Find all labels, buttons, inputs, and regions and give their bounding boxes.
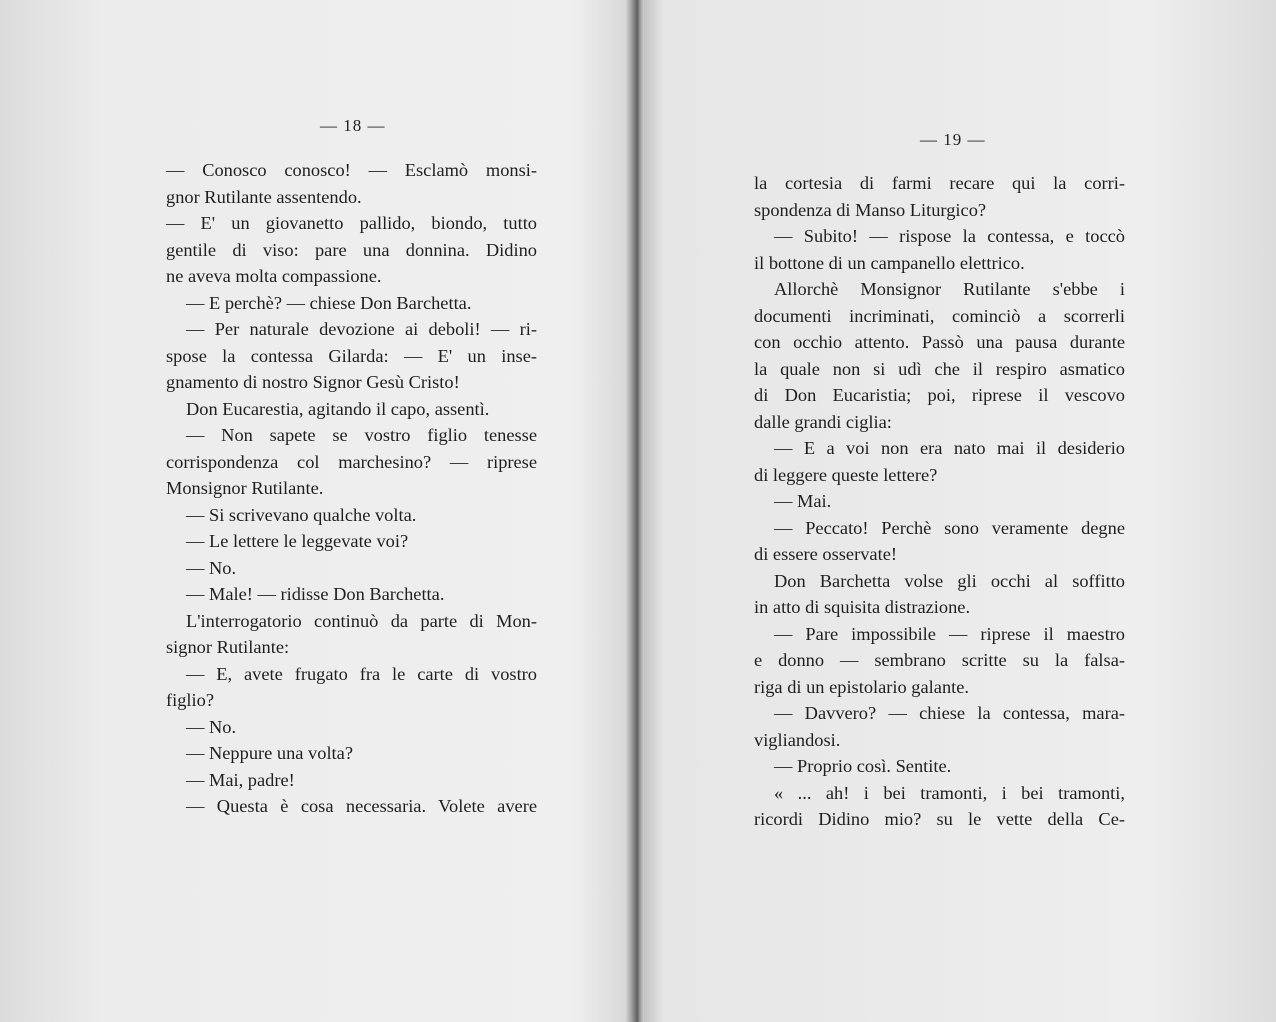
text-line: la quale non si udì che il respiro asmatico bbox=[754, 358, 1125, 379]
page-number: — 19 — bbox=[920, 130, 986, 149]
text-line: Don Barchetta volse gli occhi al soffitto bbox=[774, 570, 1125, 591]
text-line: spondenza di Manso Liturgico? bbox=[754, 199, 987, 220]
text-line: — Male! — ridisse Don Barchetta. bbox=[186, 584, 445, 604]
left-page bbox=[0, 0, 632, 1022]
text-line: il bottone di un campanello elettrico. bbox=[754, 252, 1025, 273]
page-number: — 18 — bbox=[320, 116, 386, 135]
text-line: la cortesia di farmi recare qui la corri- bbox=[754, 173, 1125, 193]
text-line: — E perchè? — chiese Don Barchetta. bbox=[186, 292, 472, 313]
text-line: — E' un giovanetto pallido, biondo, tutto bbox=[166, 213, 537, 233]
text-line: vigliandosi. bbox=[754, 729, 841, 750]
text-line: e donno — sembrano scritte su la falsa- bbox=[754, 650, 1125, 670]
text-line: — Le lettere le leggevate voi? bbox=[186, 531, 409, 551]
right-page bbox=[644, 0, 1276, 1022]
page-text bbox=[166, 157, 537, 820]
text-line: gentile di viso: pare una donnina. Didino bbox=[166, 239, 537, 260]
text-line: — Davvero? — chiese la contessa, mara- bbox=[774, 703, 1125, 723]
text-line: documenti incriminati, cominciò a scorrerli bbox=[754, 305, 1125, 326]
text-line: Don Eucarestia, agitando il capo, assentì. bbox=[186, 398, 490, 419]
text-line: — E, avete frugato fra le carte di vostro bbox=[186, 663, 537, 684]
text-line: Monsignor Rutilante. bbox=[166, 478, 324, 498]
text-line: L'interrogatorio continuò da parte di Mon- bbox=[186, 610, 537, 631]
text-line: — Subito! — rispose la contessa, e toccò bbox=[774, 226, 1125, 246]
book-gutter bbox=[632, 0, 644, 1022]
text-line: riga di un epistolario galante. bbox=[754, 676, 970, 697]
text-line: — Non sapete se vostro figlio tenesse bbox=[186, 425, 537, 445]
text-line: gnor Rutilante assentendo. bbox=[166, 186, 362, 207]
text-line: — Mai, padre! bbox=[186, 769, 295, 790]
text-line: — Proprio così. Sentite. bbox=[774, 756, 952, 776]
text-line: « ... ah! i bei tramonti, i bei tramonti, bbox=[774, 782, 1125, 803]
text-line: in atto di squisita distrazione. bbox=[754, 597, 971, 617]
text-line: — No. bbox=[186, 557, 237, 578]
text-line: figlio? bbox=[166, 690, 215, 710]
text-line: — Neppure una volta? bbox=[186, 743, 353, 763]
text-line: con occhio attento. Passò una pausa durante bbox=[754, 332, 1125, 352]
text-line: di leggere queste lettere? bbox=[754, 464, 938, 485]
text-line: — Pare impossibile — riprese il maestro bbox=[774, 623, 1125, 644]
text-line: — Conosco conosco! — Esclamò monsi- bbox=[166, 160, 537, 180]
text-line: di essere osservate! bbox=[754, 544, 897, 564]
page-text bbox=[754, 170, 1125, 833]
text-line: — No. bbox=[186, 716, 237, 737]
text-line: — Questa è cosa necessaria. Volete avere bbox=[186, 796, 537, 816]
text-line: ne aveva molta compassione. bbox=[166, 266, 382, 286]
text-line: — Mai. bbox=[774, 491, 832, 511]
text-line: signor Rutilante: bbox=[166, 637, 290, 657]
text-line: corrispondenza col marchesino? — riprese bbox=[166, 451, 537, 472]
text-line: ricordi Didino mio? su le vette della Ce- bbox=[754, 809, 1125, 829]
text-line: — E a voi non era nato mai il desiderio bbox=[774, 438, 1125, 458]
text-line: — Si scrivevano qualche volta. bbox=[186, 504, 417, 525]
text-line: — Peccato! Perchè sono veramente degne bbox=[774, 517, 1125, 538]
text-line: Allorchè Monsignor Rutilante s'ebbe i bbox=[774, 279, 1125, 299]
text-line: gnamento di nostro Signor Gesù Cristo! bbox=[166, 372, 460, 392]
text-line: — Per naturale devozione ai deboli! — ri- bbox=[186, 319, 537, 339]
text-line: di Don Eucaristia; poi, riprese il vescovo bbox=[754, 385, 1125, 405]
text-line: dalle grandi ciglia: bbox=[754, 411, 892, 432]
text-line: spose la contessa Gilarda: — E' un inse- bbox=[166, 345, 537, 366]
